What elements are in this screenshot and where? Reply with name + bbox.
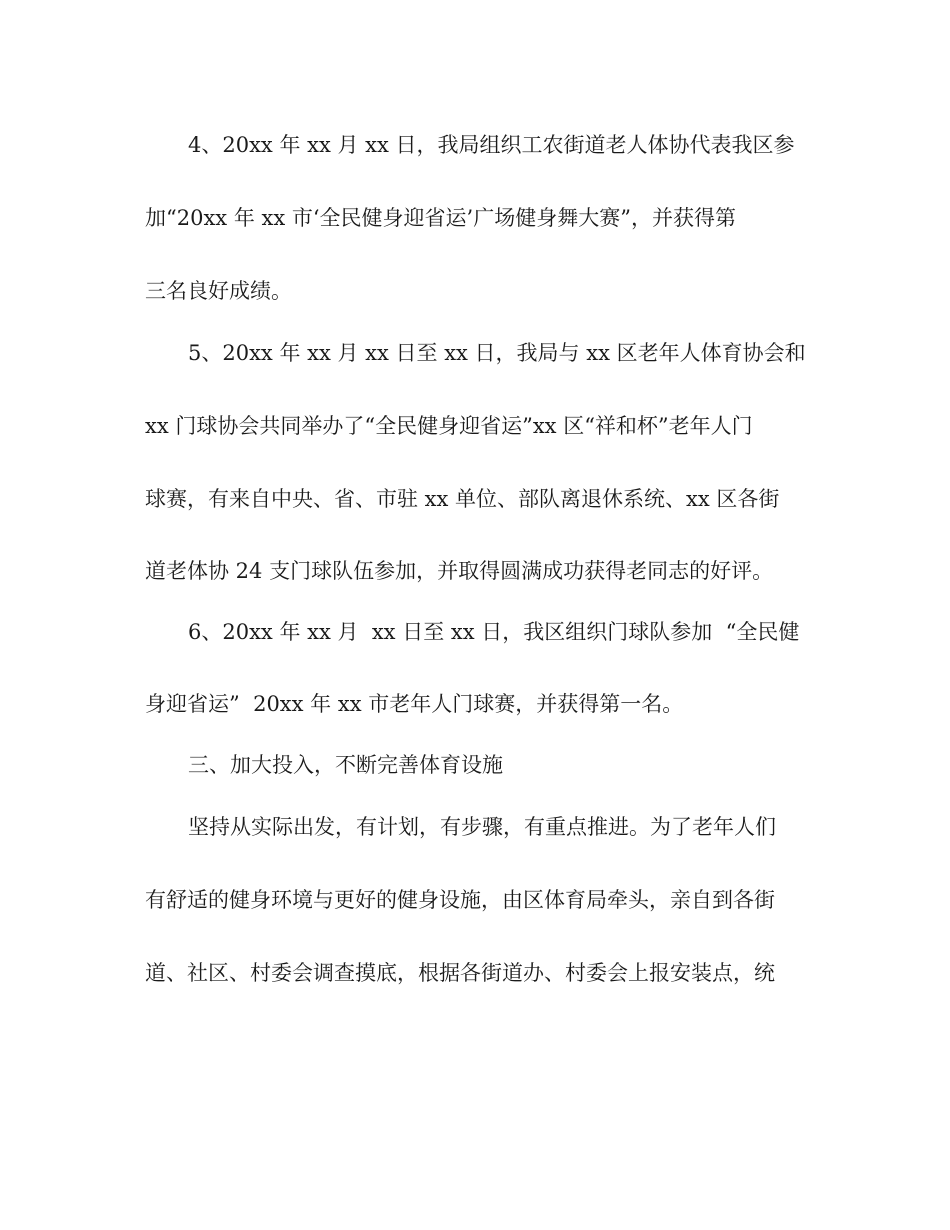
paragraph-4-line-1: 4、20xx 年 xx 月 xx 日，我局组织工农街道老人体协代表我区参 — [188, 133, 795, 157]
paragraph-5-line-1: 5、20xx 年 xx 月 xx 日至 xx 日，我局与 xx 区老年人体育协会和 — [188, 341, 806, 365]
paragraph-7-line-2: 有舒适的健身环境与更好的健身设施，由区体育局牵头，亲自到各街 — [145, 888, 775, 912]
paragraph-4-line-3: 三名良好成绩。 — [145, 279, 292, 303]
section-heading: 三、加大投入，不断完善体育设施 — [188, 753, 503, 777]
paragraph-5-line-4: 道老体协 24 支门球队伍参加，并取得圆满成功获得老同志的好评。 — [145, 559, 774, 583]
paragraph-5-line-2: xx 门球协会共同举办了“全民健身迎省运”xx 区“祥和杯”老年人门 — [145, 414, 753, 438]
paragraph-7-line-1: 坚持从实际出发，有计划，有步骤，有重点推进。为了老年人们 — [188, 815, 776, 839]
paragraph-6-line-2: 身迎省运” 20xx 年 xx 市老年人门球赛，并获得第一名。 — [145, 692, 684, 716]
paragraph-5-line-3: 球赛，有来自中央、省、市驻 xx 单位、部队离退休系统、xx 区各街 — [145, 487, 780, 511]
paragraph-6-line-1: 6、20xx 年 xx 月 xx 日至 xx 日，我区组织门球队参加 “全民健 — [188, 620, 800, 644]
paragraph-7-line-3: 道、社区、村委会调查摸底，根据各街道办、村委会上报安装点，统 — [145, 961, 775, 985]
paragraph-4-line-2: 加“20xx 年 xx 市‘全民健身迎省运’广场健身舞大赛”，并获得第 — [145, 206, 736, 230]
